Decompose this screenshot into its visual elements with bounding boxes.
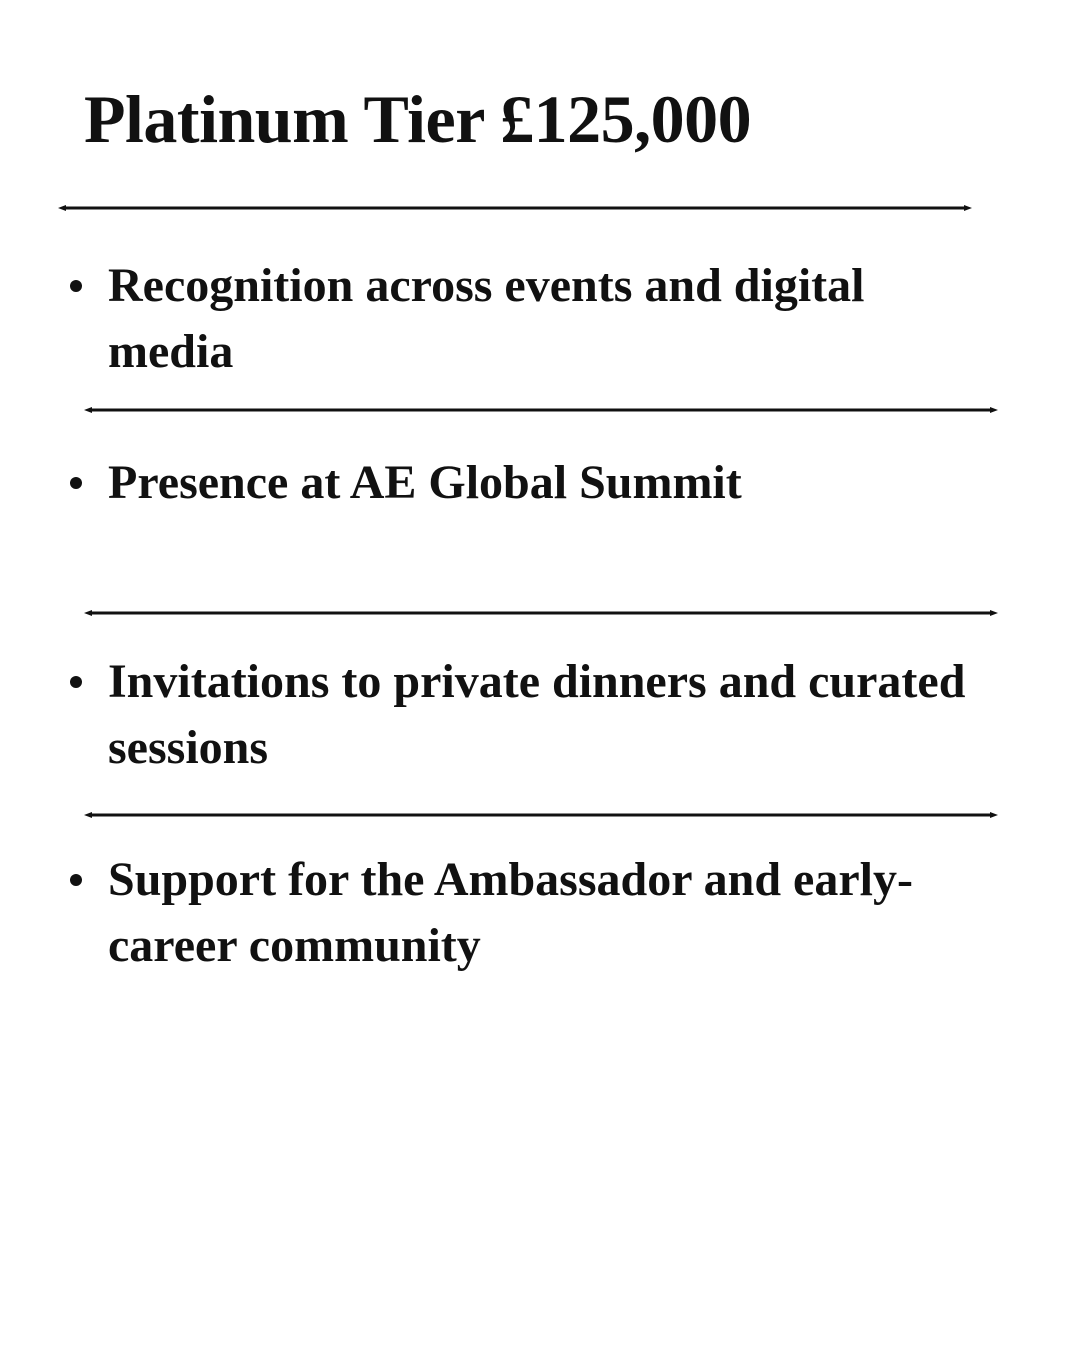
title-divider xyxy=(58,200,972,216)
benefit-divider xyxy=(84,402,998,418)
bullet-icon xyxy=(70,874,82,886)
benefit-divider xyxy=(84,807,998,823)
bullet-icon xyxy=(70,477,82,489)
benefit-item-invitations: Invitations to private dinners and curated sessions xyxy=(108,655,966,774)
benefit-item-summit: Presence at AE Global Summit xyxy=(108,456,742,509)
benefit-divider xyxy=(84,605,998,621)
bullet-icon xyxy=(70,280,82,292)
benefit-item-recognition: Recognition across events and digital media xyxy=(108,259,865,378)
benefit-item-ambassador: Support for the Ambassador and early-career community xyxy=(108,853,913,972)
page-title: Platinum Tier £125,000 xyxy=(84,81,752,157)
bullet-icon xyxy=(70,676,82,688)
